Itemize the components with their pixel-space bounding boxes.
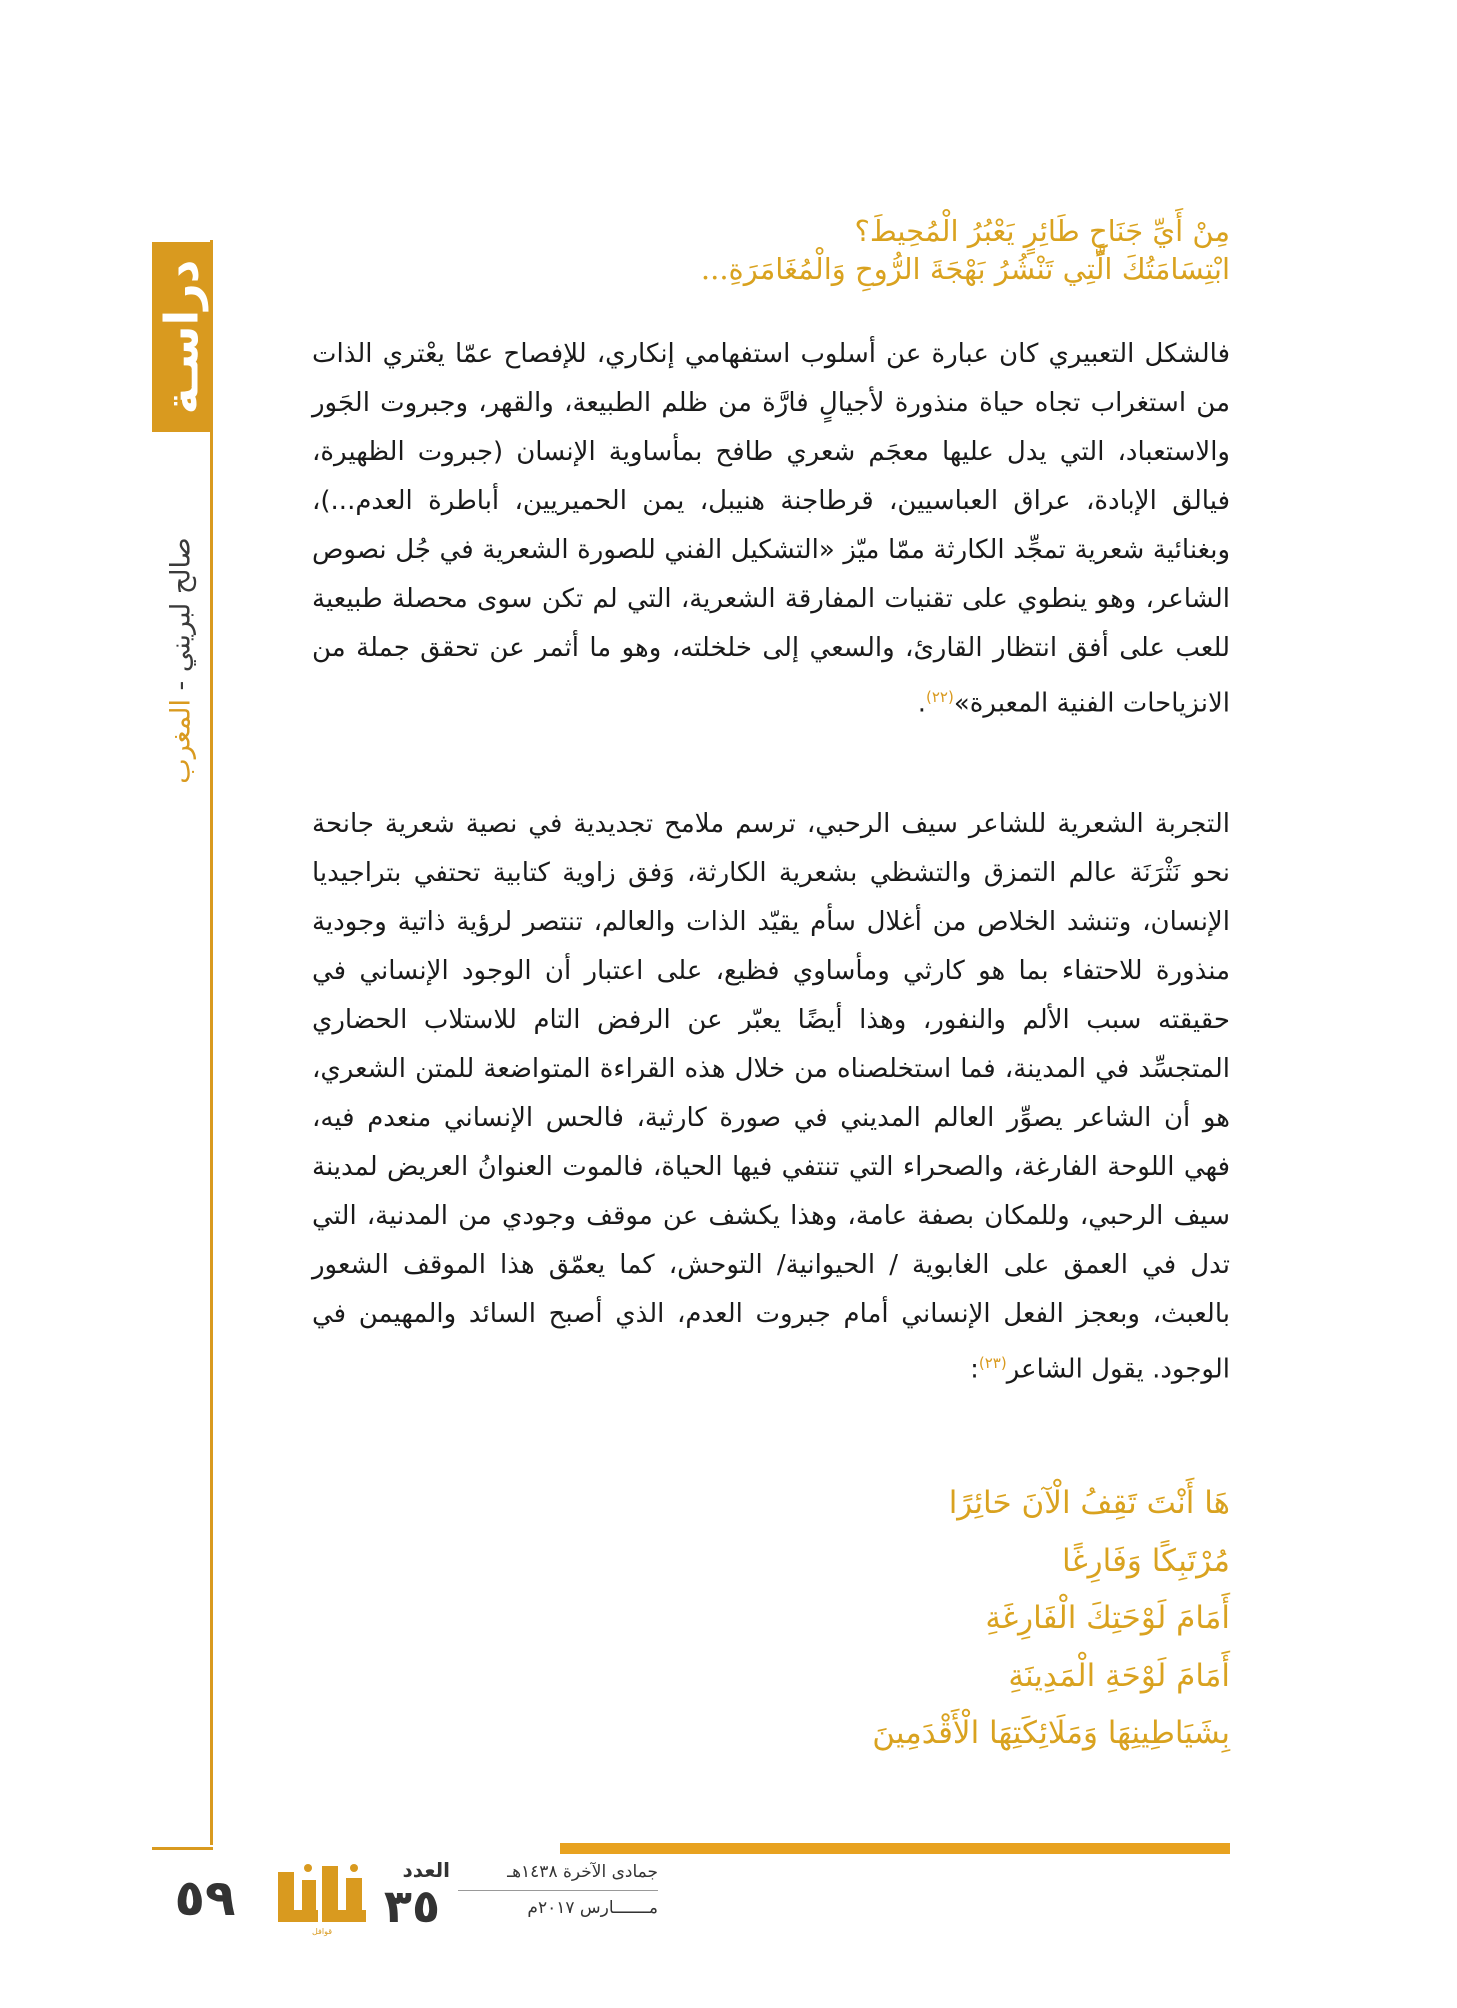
magazine-logo-text: قوافل <box>311 1927 333 1936</box>
paragraph-text: التجربة الشعرية للشاعر سيف الرحبي، ترسم ملامح تجديدية في نصية شعرية جانحة نحو نَثْرَنَة عالم التمزق والتشظي بشعرية الكارثة، وَفق زاوية كتابية تحتفي بتراجيديا الإنسان، وتنشد الخلاص من أغلال سأم يقيّد الذات والعالم، تنتصر لرؤية ذاتية وجودية منذورة للاحتفاء بما هو كارثي ومأساوي فظيع، على اعتبار أن الوجود الإنساني في حقيقته سبب الألم والنفور، وهذا أيضًا يعبّر عن الرفض التام للاستلاب الحضاري المتجسِّد في المدينة، فما استخلصناه من خلال هذه القراءة المتواضعة للمتن الشعري، هو أن الشاعر يصوِّر العالم المديني في صورة كارثية، فالحس الإنساني منعدم فيه، فهي اللوحة الفارغة، والصحراء التي تنتفي فيها الحياة، فالموت العنوانُ العريض لمدينة سيف الرحبي، وللمكان بصفة عامة، وهذا يكشف عن موقف وجودي من المدنية، التي تدل في العمق على الغابوية / الحيوانية/ التوحش، كما يعمّق هذا الموقف الشعور بالعبث، وبعجز الفعل الإنساني أمام جبروت العدم، الذي أصبح السائد والمهيمن في الوجود. يقول الشاعر <box>312 809 1230 1385</box>
paragraph-tail: : <box>970 1354 979 1385</box>
footer-rule-left <box>152 1847 213 1850</box>
verse-line: هَا أَنْتَ تَقِفُ الْآنَ حَائِرًا <box>948 1485 1230 1521</box>
paragraph-tail: . <box>917 688 926 719</box>
verse-line: مِنْ أَيِّ جَنَاحٍ طَائِرٍ يَعْبُرُ الْمُحِيطَ؟ <box>854 214 1230 248</box>
author-name: صالح لبريني <box>165 536 197 672</box>
footnote-ref: (٢٢) <box>925 688 954 706</box>
verse-line: أَمَامَ لَوْحَةِ الْمَدِينَةِ <box>1008 1657 1230 1694</box>
magazine-logo <box>272 1858 372 1938</box>
footnote-ref: (٢٣) <box>978 1354 1007 1372</box>
footer-accent-bar <box>560 1843 1230 1854</box>
date-gregorian: مـــــــارس ٢٠١٧م <box>527 1898 658 1918</box>
verse-line: مُرْتَبِكًا وَفَارِغًا <box>1062 1542 1230 1579</box>
author-country: المغرب <box>165 698 197 784</box>
sidebar-vertical-rule <box>210 240 213 1845</box>
author-separator: - <box>165 671 197 699</box>
verse-bottom <box>312 1475 1230 1763</box>
section-label-tab <box>152 242 210 432</box>
verse-top <box>312 212 1230 288</box>
issue-number: ٣٥ <box>383 1879 441 1933</box>
paragraph-1 <box>312 330 1230 729</box>
page-number: ٥٩ <box>174 1869 236 1927</box>
paragraph-2 <box>312 800 1230 1395</box>
verse-line: ابْتِسَامَتُكَ الَّتِي تَنْشُرُ بَهْجَةَ الرُّوحِ وَالْمُغَامَرَةِ... <box>700 252 1230 286</box>
date-divider <box>458 1890 658 1891</box>
issue-label: العدد <box>402 1858 450 1882</box>
verse-line: بِشَيَاطِينِهَا وَمَلَائِكَتِهَا الْأَقْدَمِينَ <box>872 1715 1230 1751</box>
date-hijri: جمادى الآخرة ١٤٣٨هـ <box>507 1862 658 1882</box>
author-byline <box>152 440 210 880</box>
section-label: دراسـة <box>154 259 208 415</box>
magazine-logo-mark <box>272 1858 372 1938</box>
paragraph-text: فالشكل التعبيري كان عبارة عن أسلوب استفهامي إنكاري، للإفصاح عمّا يعْتري الذات من استغراب تجاه حياة منذورة لأجيالٍ فارَّة من ظلم الطبيعة، والقهر، وجبروت الجَور والاستعباد، التي يدل عليها معجَم شعري طافح بمأساوية الإنسان (جبروت الظهيرة، فيالق الإبادة، عراق العباسيين، قرطاجنة هنيبل، يمن الحميريين، أباطرة العدم...)، وبغنائية شعرية تمجِّد الكارثة ممّا ميّز «التشكيل الفني للصورة الشعرية في جُل نصوص الشاعر، وهو ينطوي على تقنيات المفارقة الشعرية، التي لم تكن سوى محصلة طبيعية للعب على أفق انتظار القارئ، والسعي إلى خلخلته، وهو ما أثمر عن تحقق جملة من الانزياحات الفنية المعبرة» <box>312 339 1230 719</box>
verse-line: أَمَامَ لَوْحَتِكَ الْفَارِغَةِ <box>985 1600 1230 1636</box>
